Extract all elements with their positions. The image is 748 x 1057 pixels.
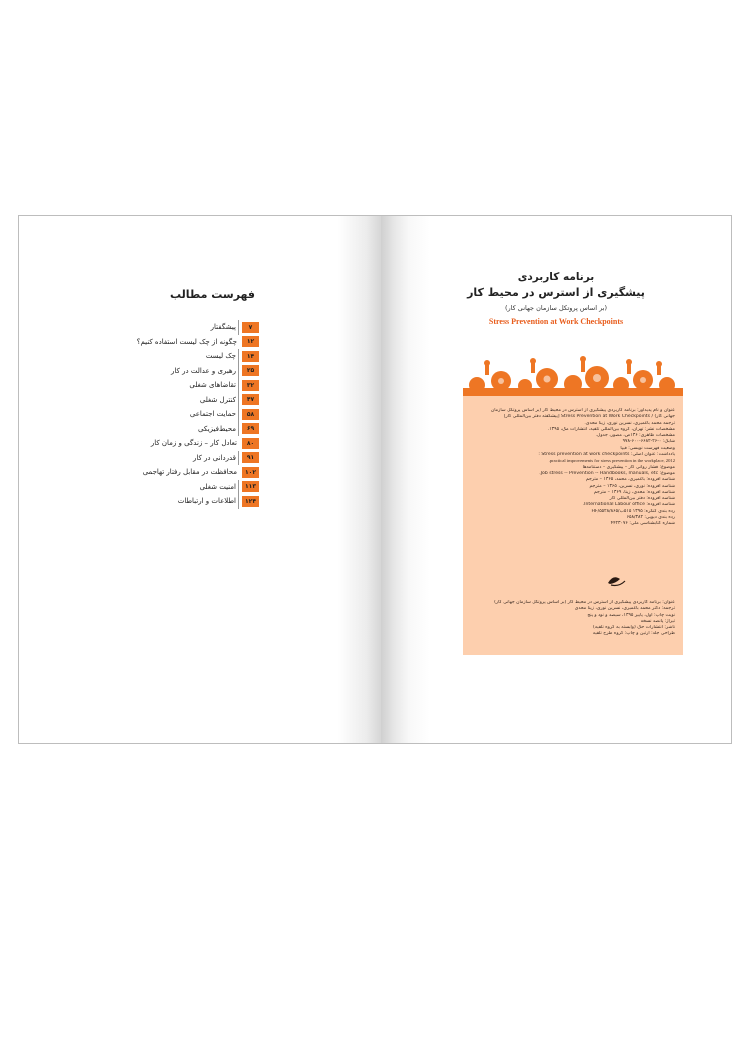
toc-row [157, 451, 259, 466]
toc-row [157, 378, 259, 393]
toc-divider [238, 320, 239, 335]
toc-page-number: ۷ [242, 322, 259, 333]
cip-line: موضوع: فشار روانی کار – پیشگیری – دستنامه‌ها [582, 464, 675, 470]
cip-line: موضوع: Job stress -- Prevention -- Handbooks, manuals, etc. [539, 470, 675, 476]
cip-line: شناسه افزوده: دفتر بین‌المللی کار [609, 496, 675, 502]
toc-page-number: ۱۲ [242, 336, 259, 347]
toc-entry-label: اطلاعات و ارتباطات [177, 497, 236, 506]
toc-divider [238, 393, 239, 408]
cip-line: شناسه افزوده: محدی، زینا، ۱۳۶۹ – مترجم [593, 489, 675, 495]
publisher-line: طراحی جلد: آرتین و چاپ: گروه طرح تلفیه [592, 631, 675, 637]
cip-line: وضعیت فهرست نویسی: فیپا [620, 445, 675, 451]
publisher-line: نوبت چاپ: اول، پاییز ۱۳۹۵، سیصد و نود و پنج [587, 612, 675, 618]
toc-page-number: ۱۴ [242, 351, 259, 362]
toc-divider [238, 494, 239, 509]
cip-line: شابک: ۰-۲۶-۶۶۸۲-۶۰۰-۹۷۸ [622, 439, 675, 445]
publisher-line: ترجمه: دکتر محمد باغمیری، نسرین نوری، زینا محدی [574, 606, 675, 612]
toc-entry-label: امنیت شغلی [199, 482, 236, 491]
toc-page-number: ۲۵ [242, 365, 259, 376]
cip-line: مشخصات نشر: تهران، گروه بین‌المللی تلفیه، انتشارات مک، ۱۳۹۵. [547, 426, 675, 432]
cip-lines [471, 408, 675, 528]
cip-line: یادداشت: عنوان اصلی: Stress prevention at work checkpoints : [538, 452, 675, 458]
toc-row [136, 335, 259, 350]
toc-page-number: ۱۱۳ [242, 481, 259, 492]
publisher-line: تیراژ: پانصد نسخه [640, 618, 675, 624]
toc-entry-label: محافظت در مقابل رفتار تهاجمی [142, 468, 237, 477]
toc-row [157, 422, 259, 437]
cip-line: مشخصات ظاهری: ۱۳۶ص، مصور، جدول. [595, 433, 675, 439]
publisher-line: عنوان: برنامه کاربردی پیشگیری از استرس در محیط کار (بر اساس پروتکل سازمان جهانی کار) [494, 600, 675, 605]
toc-row [157, 393, 259, 408]
cataloging-in-publication-box [463, 396, 683, 655]
toc-entry-label: چک لیست [205, 352, 236, 361]
left-page [19, 216, 381, 743]
toc-page-number: ۱۰۲ [242, 467, 259, 478]
toc-divider [238, 407, 239, 422]
toc-row [157, 320, 259, 335]
toc-row [157, 494, 259, 509]
toc-row [157, 480, 259, 495]
english-title: Stress Prevention at Work Checkpoints [488, 317, 624, 326]
publisher-line: ناشر: انتشارات حک (وابسته به گروه تلفیه) [593, 625, 675, 631]
toc-page-number: ۵۸ [242, 409, 259, 420]
toc-row [157, 349, 259, 364]
toc-divider [238, 364, 239, 379]
toc-divider [238, 378, 239, 393]
toc-row [157, 364, 259, 379]
toc-entry-label: چگونه از چک لیست استفاده کنیم؟ [136, 337, 237, 346]
toc-title: فهرست مطالب [169, 288, 255, 301]
cip-line: رده بندی کنگره: ۱۳۹۵ ۵۱۵ب/۵۵۲۸/۸۶۵/HF [591, 508, 675, 514]
toc-divider [238, 480, 239, 495]
cip-line: شناسه افزوده: باغمیری، محمد، ۱۳۶۵ – مترجم [585, 477, 675, 483]
toc-list [136, 320, 259, 509]
toc-row [142, 465, 259, 480]
toc-entry-label: محیط‌فیزیکی [198, 424, 236, 433]
toc-entry-label: قدردانی در کار [192, 453, 236, 462]
cip-line: عنوان و نام پدیدآور: برنامه کاربردی پیشگیری از استرس در محیط کار (بر اساس پروتکل سازمان [490, 408, 675, 413]
toc-entry-label: رهبری و عدالت در کار [171, 366, 236, 375]
book-title-line1: برنامه کاربردی [517, 271, 595, 283]
toc-divider [238, 349, 239, 364]
book-title-line2: پیشگیری از استرس در محیط کار [467, 286, 645, 299]
toc-page-number: ۸۰ [242, 438, 259, 449]
toc-page-number: ۳۲ [242, 380, 259, 391]
cip-line: practical improvements for stress prevention in the workplace, 2012. [548, 458, 675, 464]
toc-entry-label: تعادل کار – زندگی و زمان کار [150, 439, 237, 448]
toc-divider [238, 422, 239, 437]
book-subtitle: (بر اساس پروتکل سازمان جهانی کار) [504, 304, 608, 312]
toc-page-number: ۹۱ [242, 452, 259, 463]
toc-entry-label: تقاضاهای شغلی [189, 381, 236, 390]
toc-row [157, 407, 259, 422]
publisher-info [471, 600, 675, 638]
toc-entry-label: کنترل شغلی [199, 395, 236, 404]
cip-line: شناسه افزوده: International Labour office. [582, 502, 675, 508]
toc-entry-label: پیشگفتار [210, 323, 236, 332]
toc-entry-label: حمایت اجتماعی [189, 410, 236, 419]
gears-figures-illustration [463, 355, 683, 397]
toc-page-number: ۴۷ [242, 394, 259, 405]
toc-page-number: ۶۹ [242, 423, 259, 434]
right-page [381, 216, 731, 743]
cip-line: ترجمه محمد باغمیری، نسرین نوری، زینا محدی. [584, 420, 675, 426]
toc-row [150, 436, 259, 451]
toc-page-number: ۱۲۴ [242, 496, 259, 507]
toc-divider [238, 451, 239, 466]
book-spread [18, 215, 732, 744]
cip-line: شناسه افزوده: نوری، نسرین، ۱۳۶۵ – مترجم [589, 483, 675, 489]
cip-line: شماره کتابشناسی ملی: ۴۴۲۳۰۷۶ [610, 521, 675, 527]
cip-line: رده بندی دیویی: ۶۵۸/۳۸۲ [626, 515, 675, 521]
publisher-logo-icon [605, 573, 639, 587]
cip-line: جهانی کار) / Stress Prevention at Work Checkpoints [پیشگفته دفتر بین‌المللی کار] [503, 414, 675, 420]
